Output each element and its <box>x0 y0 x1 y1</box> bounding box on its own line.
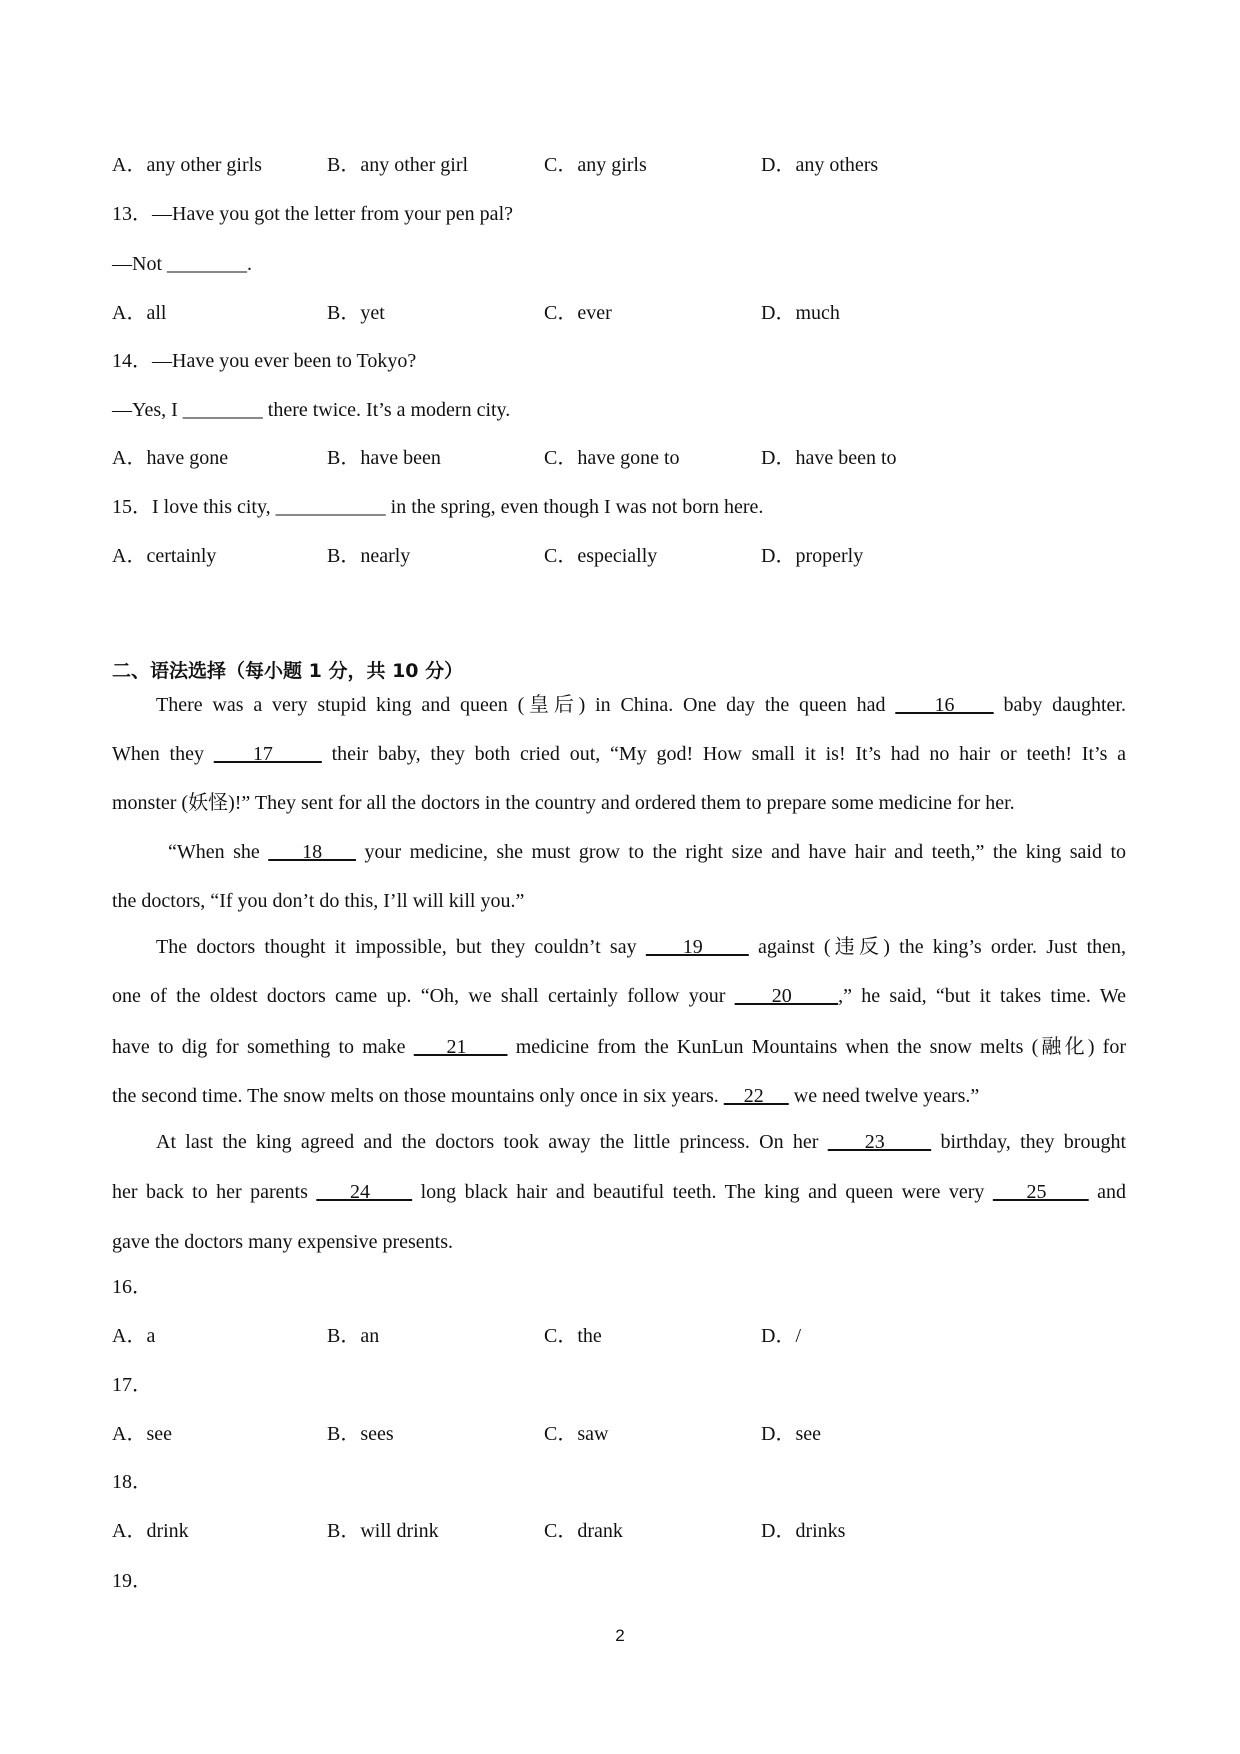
q19-number: 19． <box>112 1570 152 1592</box>
answer-blank: 23 <box>827 1131 932 1153</box>
answer-blank: 19 <box>645 936 749 958</box>
option-d: D．/ <box>761 1325 801 1347</box>
answer-blank: 17 <box>213 743 322 765</box>
option-a: A．any other girls <box>112 154 262 176</box>
option-a: A．certainly <box>112 545 217 567</box>
option-c: C．the <box>544 1325 602 1347</box>
q14-answer: —Yes, I ________ there twice. It’s a modern city. <box>112 399 511 421</box>
passage-text: we need twelve years.” <box>788 1085 980 1107</box>
option-b: B．an <box>327 1325 380 1347</box>
option-d: D．see <box>761 1423 821 1445</box>
passage-text: the second time. The snow melts on those mountains only once in six years. <box>112 1085 724 1107</box>
option-a: A．all <box>112 302 167 324</box>
passage-text: long black hair and beautiful teeth. The king and queen were very <box>412 1181 993 1203</box>
q15-question: 15．I love this city, ___________ in the spring, even though I was not born here. <box>112 496 764 518</box>
option-c: C．saw <box>544 1423 609 1445</box>
section-heading: 二、语法选择（每小题 1 分，共 10 分） <box>112 660 464 682</box>
passage-text: When they <box>112 743 214 765</box>
option-b: B．any other girl <box>327 154 469 176</box>
q18-number: 18． <box>112 1471 152 1493</box>
option-c: C．especially <box>544 545 658 567</box>
passage-text: one of the oldest doctors came up. “Oh, we shall certainly follow your <box>112 985 735 1007</box>
passage-line <box>112 1230 1126 1254</box>
q13-question: 13．—Have you got the letter from your pen pal? <box>112 203 513 225</box>
passage-line <box>156 693 1126 717</box>
option-d: D．have been to <box>761 447 897 469</box>
option-a: A．a <box>112 1325 156 1347</box>
option-a: A．see <box>112 1423 172 1445</box>
passage-text: medicine from the KunLun Mountains when the snow melts (融化) for <box>507 1036 1126 1058</box>
passage-text: “When she <box>168 841 269 863</box>
q16-number: 16． <box>112 1276 152 1298</box>
passage-line <box>156 935 1126 959</box>
option-d: D．drinks <box>761 1520 846 1542</box>
passage-line <box>112 1035 1126 1059</box>
passage-text: and <box>1088 1181 1127 1203</box>
answer-blank: 18 <box>268 841 356 863</box>
option-d: D．any others <box>761 154 879 176</box>
answer-blank: 20 <box>734 985 839 1007</box>
passage-text: your medicine, she must grow to the right size and have hair and teeth,” the king said to <box>355 841 1126 863</box>
passage-text: her back to her parents <box>112 1181 317 1203</box>
passage-line <box>112 889 1126 913</box>
option-b: B．will drink <box>327 1520 439 1542</box>
passage-text: monster (妖怪)!” They sent for all the doctors in the country and ordered them to prepare some medicine for her. <box>112 792 1015 814</box>
option-d: D．properly <box>761 545 864 567</box>
q14-question: 14．—Have you ever been to Tokyo? <box>112 350 417 372</box>
answer-blank: 24 <box>316 1181 413 1203</box>
option-d: D．much <box>761 302 840 324</box>
passage-line <box>112 1084 1126 1108</box>
option-b: B．sees <box>327 1423 394 1445</box>
option-b: B．nearly <box>327 545 411 567</box>
answer-blank: 22 <box>723 1085 789 1107</box>
passage-text: gave the doctors many expensive presents. <box>112 1231 454 1253</box>
passage-line <box>168 840 1126 864</box>
option-b: B．yet <box>327 302 385 324</box>
passage-line <box>112 984 1126 1008</box>
option-c: C．ever <box>544 302 612 324</box>
q17-number: 17． <box>112 1374 152 1396</box>
passage-text: At last the king agreed and the doctors took away the little princess. On her <box>156 1131 828 1153</box>
passage-text: against (违反) the king’s order. Just then, <box>748 936 1127 958</box>
passage-line <box>112 791 1126 815</box>
answer-blank: 25 <box>992 1181 1089 1203</box>
passage-line <box>156 1130 1126 1154</box>
q13-answer: —Not ________. <box>112 253 252 275</box>
passage-text: their baby, they both cried out, “My god! How small it is! It’s had no hair or teeth! It’s a <box>321 743 1127 765</box>
option-a: A．drink <box>112 1520 189 1542</box>
option-c: C．drank <box>544 1520 623 1542</box>
option-b: B．have been <box>327 447 441 469</box>
option-c: C．any girls <box>544 154 647 176</box>
answer-blank: 21 <box>413 1036 508 1058</box>
passage-text: The doctors thought it impossible, but they couldn’t say <box>156 936 646 958</box>
answer-blank: 16 <box>895 694 994 716</box>
option-a: A．have gone <box>112 447 229 469</box>
passage-text: have to dig for something to make <box>112 1036 414 1058</box>
passage-line <box>112 1180 1126 1204</box>
passage-text: the doctors, “If you don’t do this, I’ll will kill you.” <box>112 890 525 912</box>
page-number: 2 <box>615 1626 625 1645</box>
passage-text: birthday, they brought <box>931 1131 1127 1153</box>
passage-text: ,” he said, “but it takes time. We <box>838 985 1127 1007</box>
passage-text: There was a very stupid king and queen (皇后) in China. One day the queen had <box>156 694 896 716</box>
passage-line <box>112 742 1126 766</box>
passage-text: baby daughter. <box>993 694 1126 716</box>
option-c: C．have gone to <box>544 447 680 469</box>
